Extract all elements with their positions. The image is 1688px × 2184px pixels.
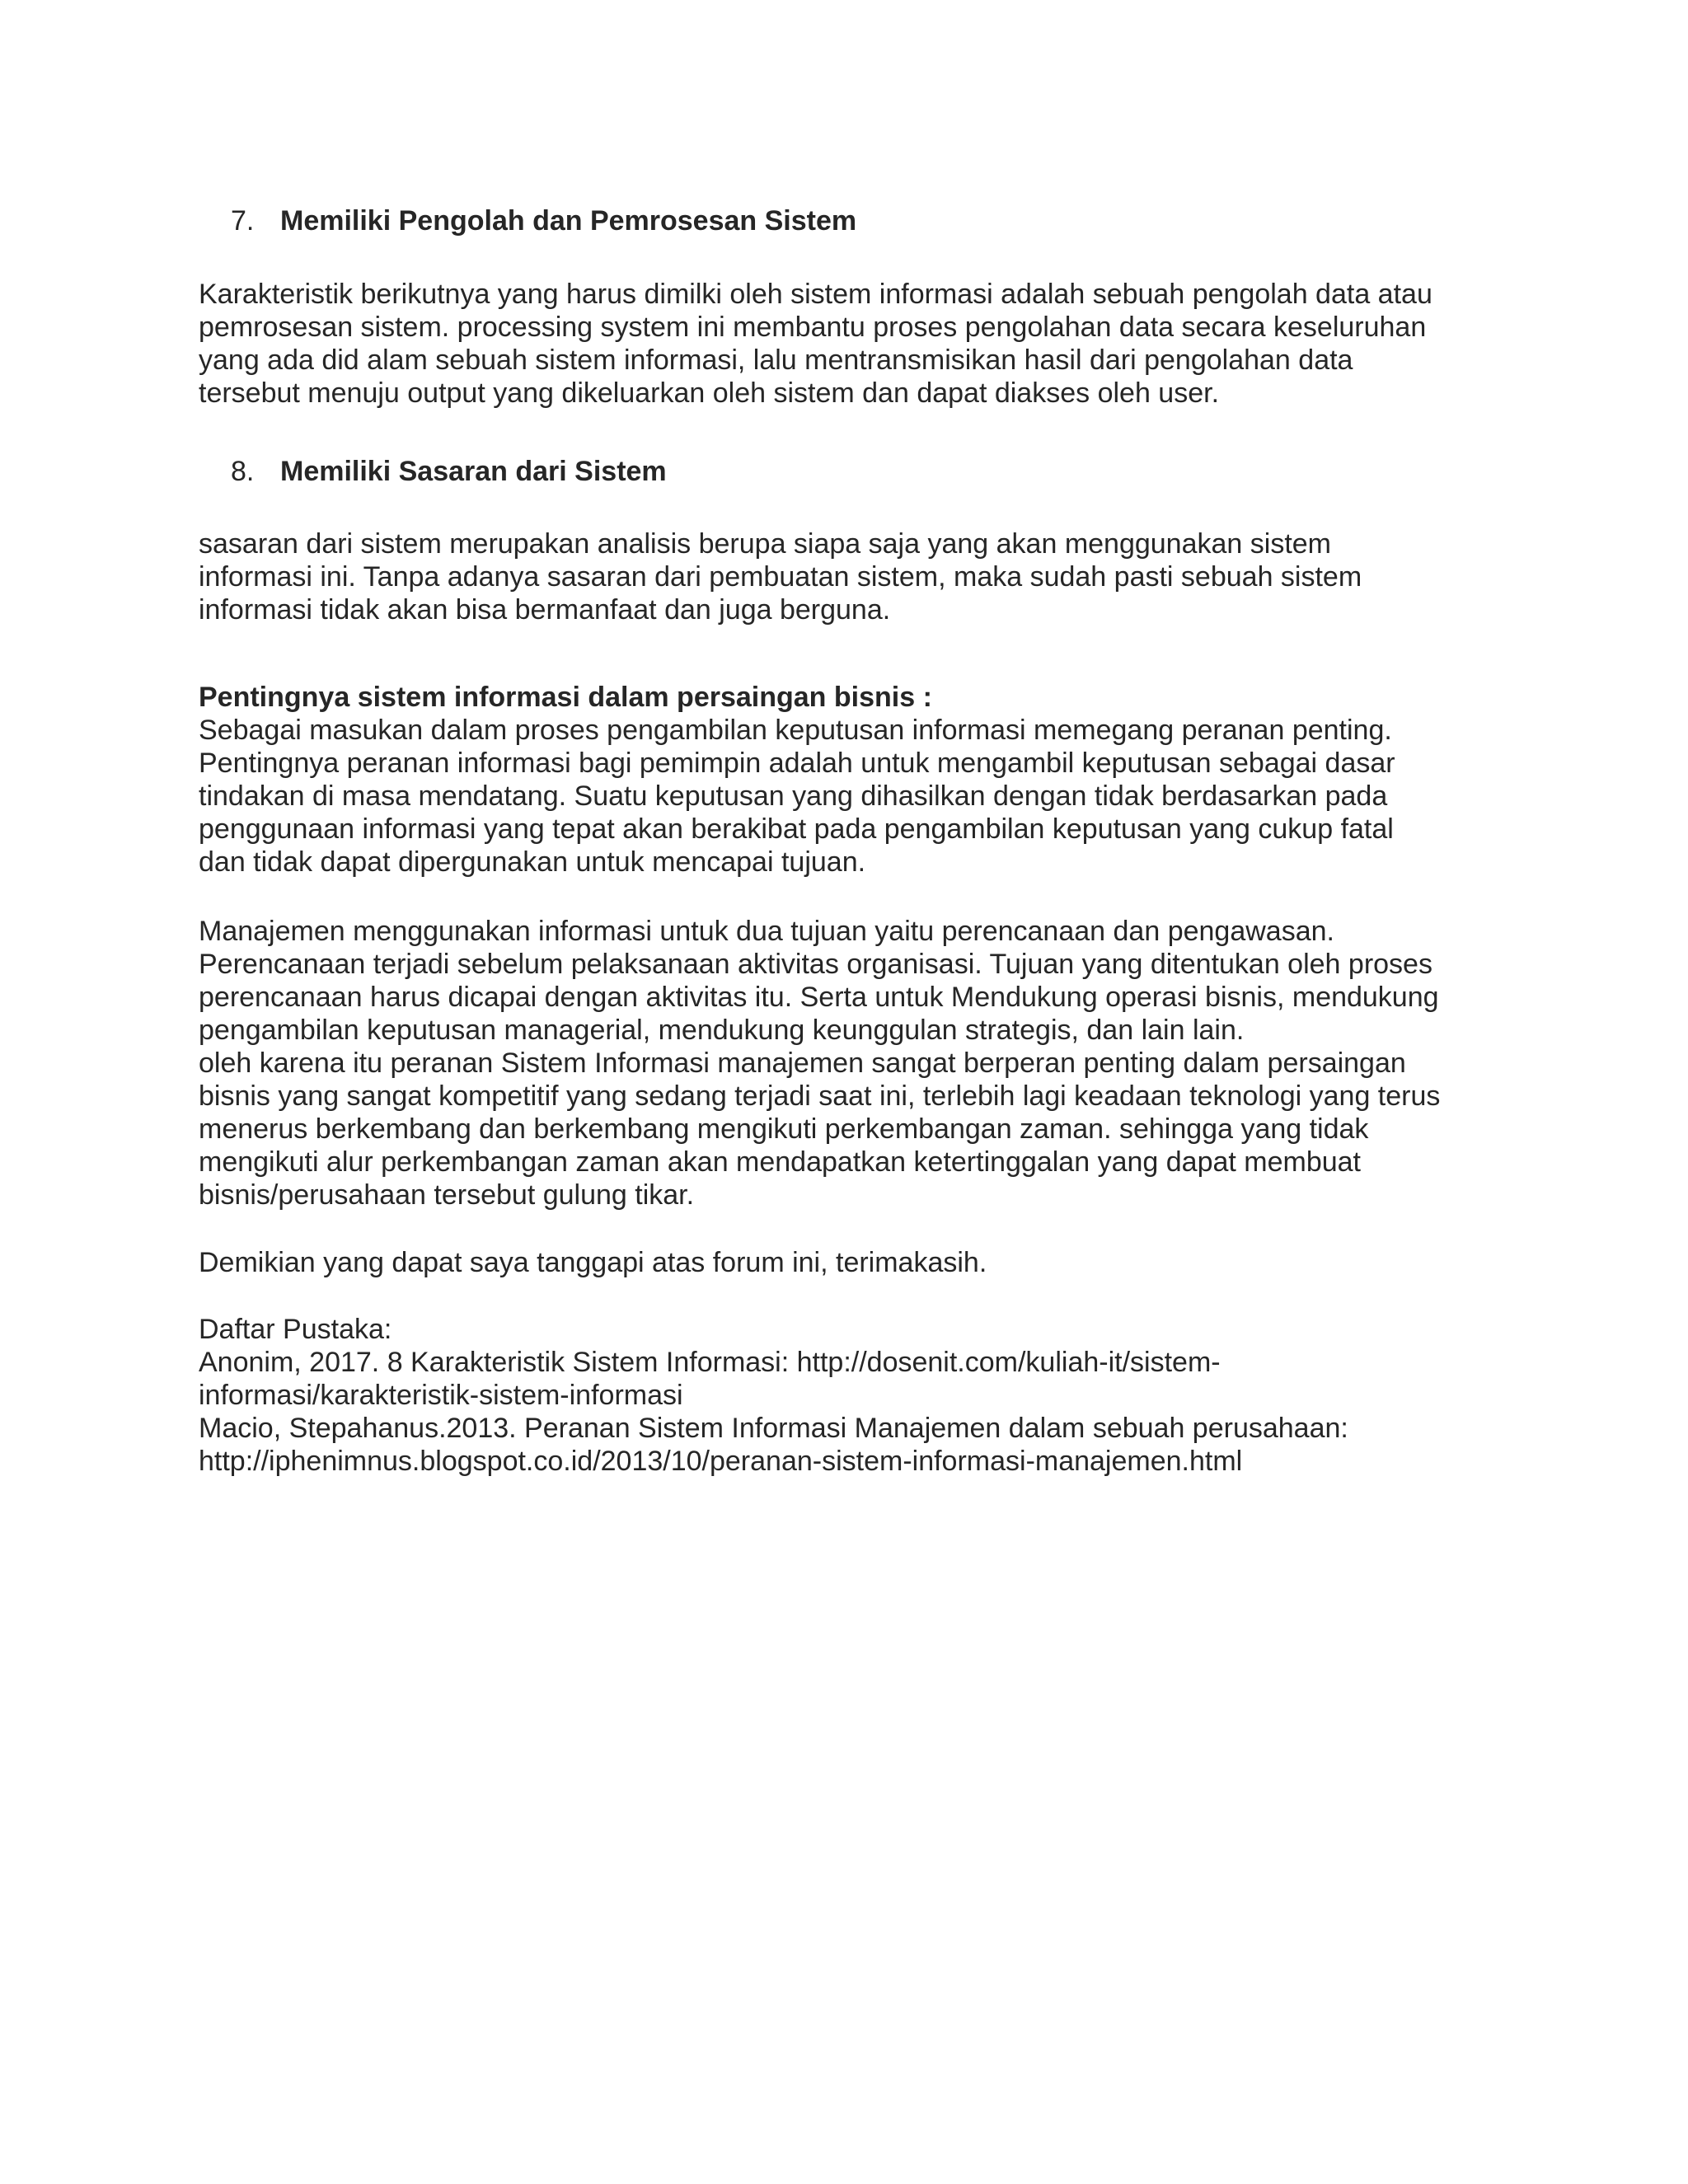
paragraph-line: penggunaan informasi yang tepat akan berakibat pada pengambilan keputusan yang cukup fatal bbox=[199, 813, 1394, 845]
paragraph-line: bisnis/perusahaan tersebut gulung tikar. bbox=[199, 1179, 695, 1211]
paragraph-line: pengambilan keputusan managerial, mendukung keunggulan strategis, dan lain lain. bbox=[199, 1015, 1245, 1046]
section-8-title: Memiliki Sasaran dari Sistem bbox=[280, 456, 667, 487]
paragraph-line: dan tidak dapat dipergunakan untuk mencapai tujuan. bbox=[199, 846, 866, 878]
reference-line: informasi/karakteristik-sistem-informasi bbox=[199, 1380, 683, 1411]
paragraph-line: informasi tidak akan bisa bermanfaat dan juga berguna. bbox=[199, 594, 891, 626]
paragraph-line: perencanaan harus dicapai dengan aktivitas itu. Serta untuk Mendukung operasi bisnis, mendukung bbox=[199, 982, 1439, 1013]
closing-line: Demikian yang dapat saya tanggapi atas forum ini, terimakasih. bbox=[199, 1247, 987, 1278]
paragraph-line: oleh karena itu peranan Sistem Informasi manajemen sangat berperan penting dalam persaingan bbox=[199, 1047, 1406, 1079]
section-7-number: 7. bbox=[231, 205, 255, 237]
section-7-paragraph bbox=[199, 278, 1517, 410]
reference-line: Macio, Stepahanus.2013. Peranan Sistem Informasi Manajemen dalam sebuah perusahaan: bbox=[199, 1413, 1348, 1444]
paragraph-line: menerus berkembang dan berkembang mengikuti perkembangan zaman. sehingga yang tidak bbox=[199, 1113, 1369, 1145]
paragraph-line: bisnis yang sangat kompetitif yang sedang terjadi saat ini, terlebih lagi keadaan teknologi yang terus bbox=[199, 1080, 1441, 1112]
paragraph-line: sasaran dari sistem merupakan analisis berupa siapa saja yang akan menggunakan sistem bbox=[199, 528, 1331, 560]
section-7-title: Memiliki Pengolah dan Pemrosesan Sistem bbox=[280, 205, 857, 237]
closing-paragraph bbox=[199, 1246, 1517, 1279]
importance-heading: Pentingnya sistem informasi dalam persaingan bisnis : bbox=[199, 682, 932, 713]
section-8-number: 8. bbox=[231, 456, 255, 487]
section-8-paragraph bbox=[199, 527, 1517, 626]
paragraph-line: tersebut menuju output yang dikeluarkan oleh sistem dan dapat diakses oleh user. bbox=[199, 377, 1220, 409]
section-7-heading bbox=[231, 204, 856, 237]
paragraph-line: tindakan di masa mendatang. Suatu keputusan yang dihasilkan dengan tidak berdasarkan pada bbox=[199, 780, 1388, 812]
section-8-heading bbox=[231, 455, 667, 488]
references-heading: Daftar Pustaka: bbox=[199, 1314, 392, 1345]
paragraph-line: Pentingnya peranan informasi bagi pemimpin adalah untuk mengambil keputusan sebagai dasar bbox=[199, 748, 1395, 779]
importance-section bbox=[199, 681, 1517, 879]
reference-line: http://iphenimnus.blogspot.co.id/2013/10/peranan-sistem-informasi-manajemen.html bbox=[199, 1446, 1243, 1477]
reference-line: Anonim, 2017. 8 Karakteristik Sistem Informasi: http://dosenit.com/kuliah-it/sistem- bbox=[199, 1347, 1221, 1378]
management-paragraph bbox=[199, 915, 1517, 1212]
references-section bbox=[199, 1313, 1517, 1478]
paragraph-line: Sebagai masukan dalam proses pengambilan keputusan informasi memegang peranan penting. bbox=[199, 715, 1392, 746]
paragraph-line: pemrosesan sistem. processing system ini membantu proses pengolahan data secara keseluruhan bbox=[199, 312, 1427, 343]
paragraph-line: informasi ini. Tanpa adanya sasaran dari pembuatan sistem, maka sudah pasti sebuah sistem bbox=[199, 561, 1362, 593]
paragraph-line: Karakteristik berikutnya yang harus dimilki oleh sistem informasi adalah sebuah pengolah data atau bbox=[199, 279, 1432, 310]
paragraph-line: Manajemen menggunakan informasi untuk dua tujuan yaitu perencanaan dan pengawasan. bbox=[199, 916, 1334, 947]
paragraph-line: yang ada did alam sebuah sistem informasi, lalu mentransmisikan hasil dari pengolahan data bbox=[199, 344, 1353, 376]
paragraph-line: Perencanaan terjadi sebelum pelaksanaan aktivitas organisasi. Tujuan yang ditentukan oleh proses bbox=[199, 949, 1432, 980]
paragraph-line: mengikuti alur perkembangan zaman akan mendapatkan ketertinggalan yang dapat membuat bbox=[199, 1146, 1362, 1178]
